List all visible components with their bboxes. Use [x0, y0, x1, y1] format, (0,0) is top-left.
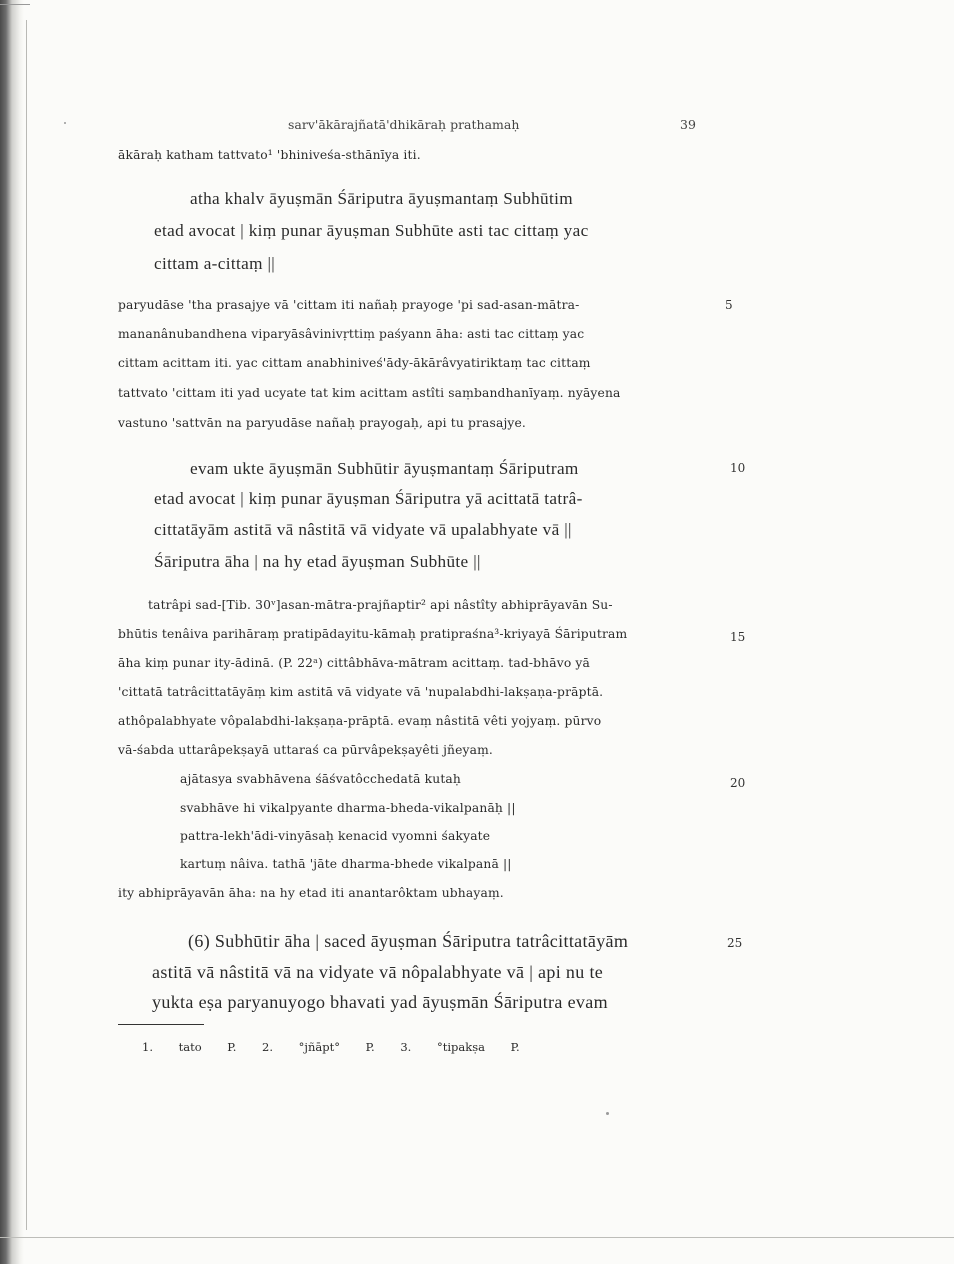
page-number: 39	[680, 117, 696, 132]
text-line: tatrâpi sad-[Tib. 30ᵛ]asan-mātra-prajñaptir² api nâstîty abhiprāyavān Su-	[148, 598, 613, 612]
text-line: Śāriputra āha | na hy etad āyuṣman Subhūte ||	[154, 552, 481, 571]
line-number: 20	[730, 776, 746, 790]
verse-line: svabhāve hi vikalpyante dharma-bheda-vikalpanāḥ ||	[180, 801, 516, 815]
text-line: mananânubandhena viparyāsâvinivṛttiṃ paśyann āha: asti tac cittaṃ yac	[118, 327, 585, 341]
text-line: 'cittatā tatrâcittatāyāṃ kim astitā vā vidyate vā 'nupalabdhi-lakṣaṇa-prāptā.	[118, 685, 604, 699]
text-line: vastuno 'sattvān na paryudāse nañaḥ prayogaḥ, api tu prasajye.	[118, 416, 526, 430]
top-edge-mark	[0, 4, 30, 5]
text-line: ākāraḥ katham tattvato¹ 'bhiniveśa-sthānīya iti.	[118, 148, 421, 162]
footnote: 2. °jñāpt° P.	[262, 1040, 375, 1054]
text-line: ity abhiprāyavān āha: na hy etad iti anantarôktam ubhayaṃ.	[118, 886, 504, 900]
text-line: cittam a-cittaṃ ||	[154, 254, 276, 273]
line-number: 10	[730, 461, 746, 475]
text-line: astitā vā nâstitā vā na vidyate vā nôpalabhyate vā | api nu te	[152, 962, 604, 982]
text-line: vā-śabda uttarâpekṣayā uttaraś ca pūrvâpekṣayêti jñeyaṃ.	[118, 743, 493, 757]
footnotes	[142, 1040, 520, 1054]
text-line: etad avocat | kiṃ punar āyuṣman Subhūte asti tac cittaṃ yac	[154, 221, 589, 240]
paper-speck	[64, 122, 66, 124]
page-bottom-edge	[0, 1237, 954, 1238]
line-number: 15	[730, 630, 746, 644]
verse-line: pattra-lekh'ādi-vinyāsaḥ kenacid vyomni śakyate	[180, 829, 491, 843]
text-line: cittam acittam iti. yac cittam anabhiniveś'ādy-ākārâvyatiriktaṃ tac cittaṃ	[118, 356, 591, 370]
text-line: (6) Subhūtir āha | saced āyuṣman Śāriputra tatrâcittatāyām	[188, 931, 629, 951]
text-line: atha khalv āyuṣmān Śāriputra āyuṣmantaṃ Subhūtim	[190, 189, 573, 208]
page-binding-shadow	[0, 0, 24, 1264]
text-line: āha kiṃ punar ity-ādinā. (P. 22ᵃ) cittâbhāva-mātram acittaṃ. tad-bhāvo yā	[118, 656, 591, 670]
footnote: 3. °tipakṣa P.	[400, 1040, 520, 1054]
text-line: yukta eṣa paryanuyogo bhavati yad āyuṣmān Śāriputra evam	[152, 992, 608, 1012]
text-line: tattvato 'cittam iti yad ucyate tat kim acittam astîti saṃbandhanīyaṃ. nyāyena	[118, 386, 621, 400]
text-line: evam ukte āyuṣmān Subhūtir āyuṣmantaṃ Śāriputram	[190, 459, 579, 478]
line-number: 25	[727, 936, 743, 950]
text-line: cittatāyām astitā vā nâstitā vā vidyate vā upalabhyate vā ||	[154, 520, 572, 539]
paper-speck	[606, 1112, 609, 1115]
binding-edge-line	[26, 20, 27, 1230]
verse-line: ajātasya svabhāvena śāśvatôcchedatā kutaḥ	[180, 772, 461, 786]
text-line: paryudāse 'tha prasajye vā 'cittam iti nañaḥ prayoge 'pi sad-asan-mātra-	[118, 298, 580, 312]
footnote: 1. tato P.	[142, 1040, 237, 1054]
text-line: bhūtis tenâiva parihāraṃ pratipādayitu-kāmaḥ pratipraśna³-kriyayā Śāriputram	[118, 627, 628, 641]
text-line: etad avocat | kiṃ punar āyuṣman Śāriputra yā acittatā tatrâ-	[154, 489, 583, 508]
footnote-rule	[118, 1024, 204, 1025]
verse-line: kartuṃ nâiva. tathā 'jāte dharma-bhede vikalpanā ||	[180, 857, 512, 871]
running-header: sarv'ākārajñatā'dhikāraḥ prathamaḥ	[288, 117, 520, 132]
line-number: 5	[725, 298, 733, 312]
text-line: athôpalabhyate vôpalabdhi-lakṣaṇa-prāptā. evaṃ nâstitā vêti yojyaṃ. pūrvo	[118, 714, 602, 728]
